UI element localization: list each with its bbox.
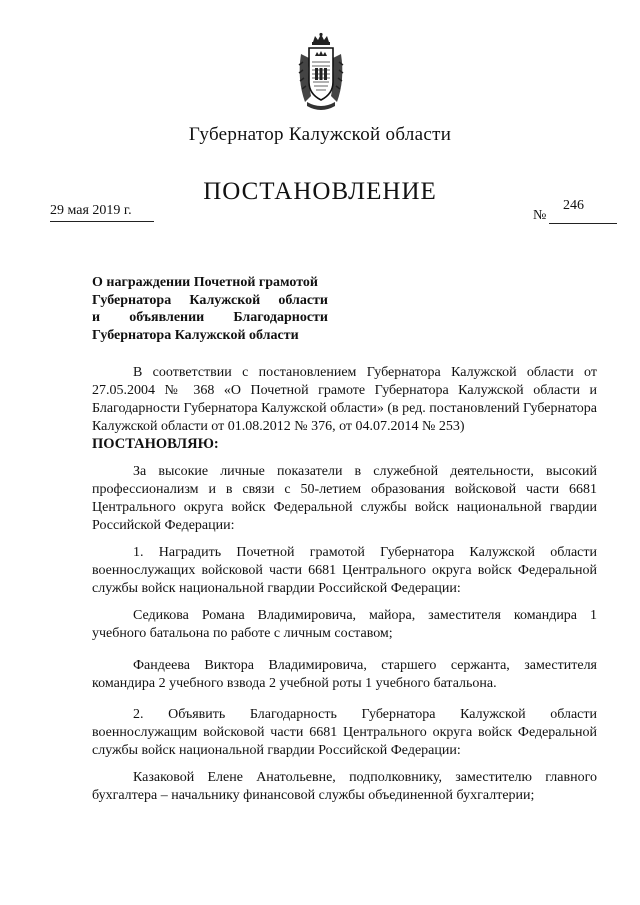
subject-line: и объявлении Благодарности xyxy=(92,310,328,325)
document-number: 246 xyxy=(563,198,584,213)
subject-line: Губернатора Калужской области xyxy=(92,292,328,308)
coat-of-arms-icon xyxy=(295,32,347,114)
subject-line: О награждении Почетной грамотой xyxy=(92,275,318,290)
document-type-title: ПОСТАНОВЛЕНИЕ xyxy=(203,178,437,205)
award-item-2: 2. Объявить Благодарность Губернатора Калужской области военнослужащим войсковой части 6681 Центрального округа войск Федеральной службы войск национальной гвардии Российской Федерации: xyxy=(92,707,597,758)
decree-word: ПОСТАНОВЛЯЮ: xyxy=(92,436,219,452)
document-date: 29 мая 2019 г. xyxy=(50,203,154,222)
awardee-1: Седикова Романа Владимировича, майора, заместителя командира 1 учебного батальона по работе с личным составом; xyxy=(92,608,597,641)
reason-paragraph: За высокие личные показатели в служебной деятельности, высокий профессионализм и в связи с 50-летием образования войсковой части 6681 Центрального округа войск Федеральной службы войск национальной гвардии Российской Федерации: xyxy=(92,464,597,533)
number-underline xyxy=(549,223,617,224)
awardee-2: Фандеева Виктора Владимировича, старшего сержанта, заместителя командира 2 учебного взвода 2 учебной роты 1 учебного батальона. xyxy=(92,658,597,691)
issuing-authority: Губернатор Калужской области xyxy=(188,124,452,145)
subject-line: Губернатора Калужской области xyxy=(92,327,299,343)
award-item-1: 1. Наградить Почетной грамотой Губернатора Калужской области военнослужащих войсковой части 6681 Центрального округа войск Федеральной службы войск национальной гвардии Российской Федерации: xyxy=(92,545,597,596)
document-subject xyxy=(92,274,328,344)
awardee-3: Казаковой Елене Анатольевне, подполковнику, заместителю главного бухгалтера – начальнику финансовой службы объединенной бухгалтерии; xyxy=(92,770,597,803)
preamble-paragraph: В соответствии с постановлением Губернатора Калужской области от 27.05.2004 № 368 «О Почетной грамоте Губернатора Калужской области и Благодарности Губернатора Калужской области» (в ред. постановлений Губернатора Калужской области от 01.08.2012 № 376, от 04.07.2014 № 253) xyxy=(92,365,597,434)
number-sign: № xyxy=(533,208,547,223)
